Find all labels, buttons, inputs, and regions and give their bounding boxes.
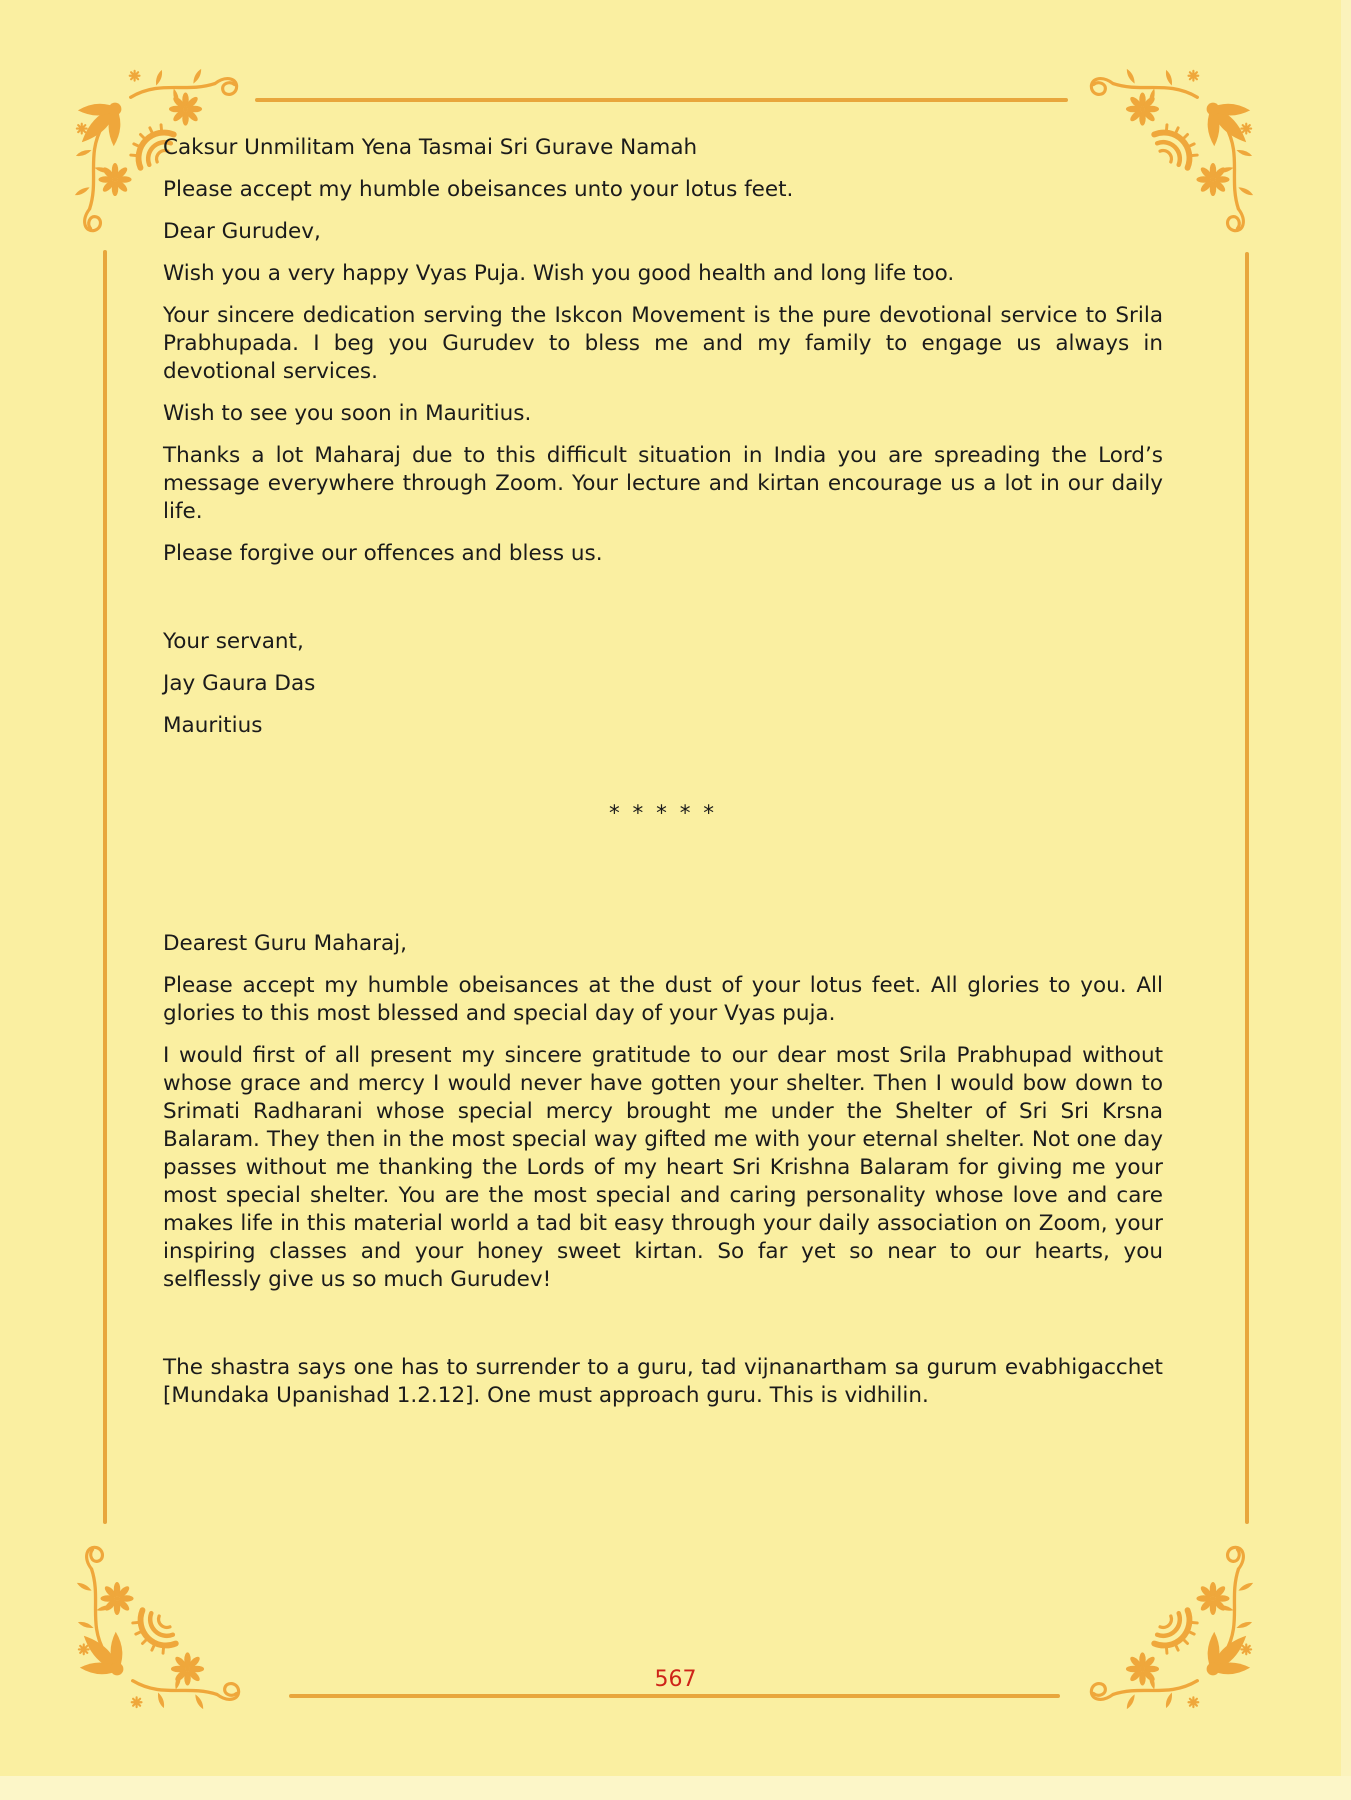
body-paragraph: Thanks a lot Maharaj due to this difficult situation in India you are spreading the Lord’s message everywhere through Zoom. Your lecture and kirtan encourage us a lot in our daily life. — [163, 443, 1163, 524]
body-paragraph: Wish you a very happy Vyas Puja. Wish you good health and long life too. — [163, 261, 955, 286]
border-line-top — [255, 98, 1068, 102]
signature-name: Jay Gaura Das — [163, 671, 316, 696]
obeisance-line: Please accept my humble obeisances unto your lotus feet. — [163, 177, 794, 202]
border-line-bottom — [289, 1694, 1060, 1698]
signature-location: Mauritius — [163, 713, 263, 738]
body-paragraph: I would first of all present my sincere gratitude to our dear most Srila Prabhupad without whose grace and mercy I would never have gotten your shelter. Then I would bow down to Srimati Radharani whose special mercy brought me under the Shelter of Sri Sri Krsna Balaram. They then in the most special way gifted me with your eternal shelter. Not one day passes without me thanking the Lords of my heart Sri Krishna Balaram for giving me your most special shelter. You are the most special and caring personality whose love and care makes life in this material world a tad bit easy through your daily association on Zoom, your inspiring classes and your honey sweet kirtan. So far yet so near to our hearts, you selflessly give us so much Gurudev! — [163, 1043, 1163, 1292]
body-paragraph: The shastra says one has to surrender to a guru, tad vijnanartham sa gurum evabhigacchet [Mundaka Upanishad 1.2.12]. One must approach guru. This is vidhilin. — [163, 1355, 1163, 1408]
closing-line: Your servant, — [163, 629, 304, 654]
body-paragraph: Please forgive our offences and bless us. — [163, 541, 603, 566]
body-paragraph: Wish to see you soon in Mauritius. — [163, 401, 532, 426]
section-separator: * * * * * — [608, 801, 718, 826]
page-edge-shade-bottom — [0, 1776, 1351, 1800]
invocation-line: Caksur Unmilitam Yena Tasmai Sri Gurave Namah — [163, 135, 698, 160]
letters-content — [163, 134, 1163, 1424]
body-paragraph: Your sincere dedication serving the Iskcon Movement is the pure devotional service to Srila Prabhupada. I beg you Gurudev to bless me and my family to engage us always in devotional services. — [163, 303, 1163, 384]
salutation-line: Dearest Guru Maharaj, — [163, 931, 407, 956]
border-line-left — [103, 250, 107, 1524]
salutation-line: Dear Gurudev, — [163, 219, 321, 244]
page-number: 567 — [654, 1667, 697, 1692]
border-line-right — [1245, 252, 1249, 1524]
page-edge-shade-right — [1341, 0, 1351, 1800]
body-paragraph: Please accept my humble obeisances at the dust of your lotus feet. All glories to you. All glories to this most blessed and special day of your Vyas puja. — [163, 973, 1163, 1026]
